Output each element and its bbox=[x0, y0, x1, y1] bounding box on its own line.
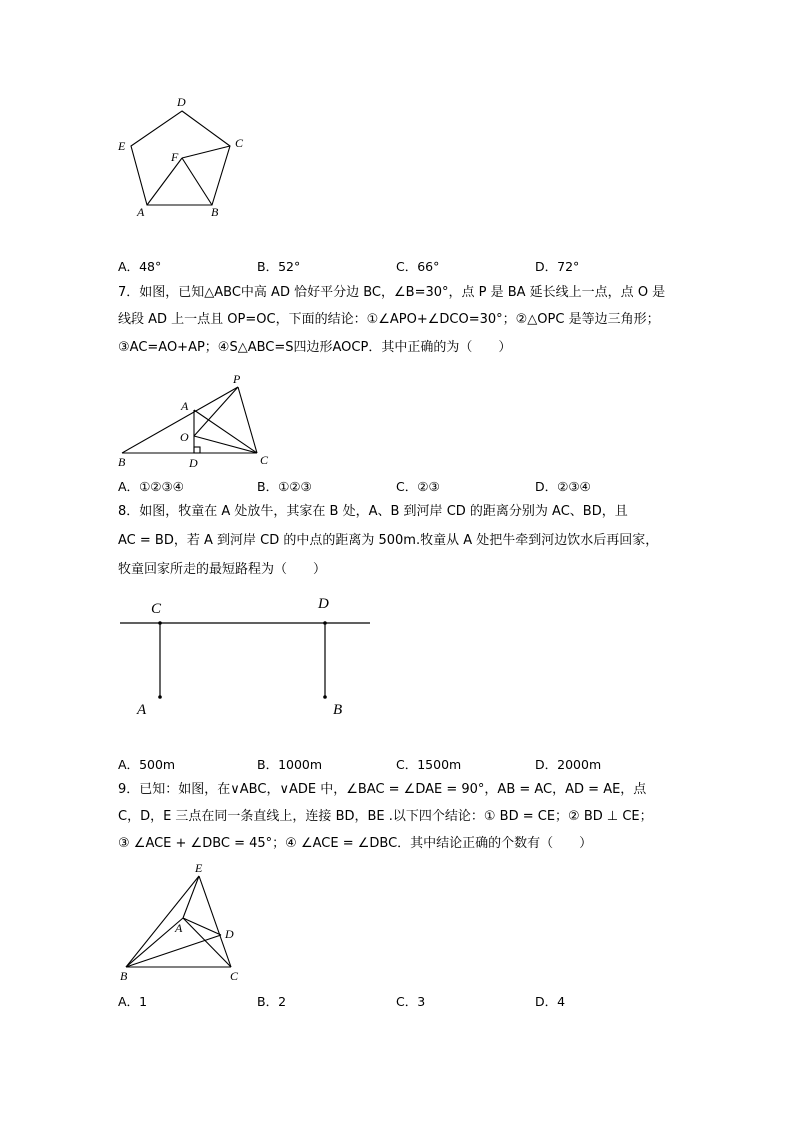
q9-label-e: E bbox=[195, 861, 203, 875]
q7-label-b: B bbox=[118, 455, 126, 469]
q7-label-d: D bbox=[189, 456, 198, 470]
q6-label-f: F bbox=[171, 150, 179, 164]
q6-option-b[interactable]: B．52° bbox=[257, 259, 301, 274]
q6-option-a[interactable]: A．48° bbox=[118, 259, 162, 274]
q9-stem-line1: 9．已知：如图，在∨ABC，∨ADE 中，∠BAC = ∠DAE = 90°，AB = AC，AD = AE，点 bbox=[118, 782, 647, 797]
q7-option-b[interactable]: B．①②③ bbox=[257, 479, 312, 494]
q7-option-a[interactable]: A．①②③④ bbox=[118, 479, 184, 494]
q7-label-a: A bbox=[181, 399, 189, 413]
q7-stem-line1: 7．如图，已知△ABC中高 AD 恰好平分边 BC，∠B=30°，点 P 是 BA 延长线上一点，点 O 是 bbox=[118, 285, 666, 300]
q7-stem-line3: ③AC=AO+AP；④S△ABC=S四边形AOCP．其中正确的为（ ） bbox=[118, 340, 512, 355]
q9-option-c[interactable]: C．3 bbox=[396, 994, 426, 1009]
q9-option-d[interactable]: D．4 bbox=[535, 994, 566, 1009]
q8-stem-line1: 8．如图，牧童在 A 处放牛，其家在 B 处，A、B 到河岸 CD 的距离分别为 AC、BD，且 bbox=[118, 504, 628, 519]
q6-label-e: E bbox=[118, 139, 126, 153]
q8-label-a: A bbox=[137, 702, 147, 718]
q7-option-d[interactable]: D．②③④ bbox=[535, 479, 591, 494]
q6-option-c[interactable]: C．66° bbox=[396, 259, 440, 274]
q9-option-a[interactable]: A．1 bbox=[118, 994, 148, 1009]
q9-label-d: D bbox=[225, 927, 234, 941]
q9-stem-line2: C，D，E 三点在同一条直线上，连接 BD，BE .以下四个结论：① BD = CE；② BD ⊥ CE； bbox=[118, 809, 653, 824]
q7-stem-line2: 线段 AD 上一点且 OP=OC，下面的结论：①∠APO+∠DCO=30°；②△OPC 是等边三角形； bbox=[118, 312, 660, 327]
q9-option-b[interactable]: B．2 bbox=[257, 994, 287, 1009]
q9-label-b: B bbox=[120, 969, 128, 983]
q6-label-a: A bbox=[137, 205, 145, 219]
q8-label-c: C bbox=[151, 601, 162, 617]
q8-label-b: B bbox=[333, 702, 343, 718]
q6-option-d[interactable]: D．72° bbox=[535, 259, 580, 274]
q9-stem-line3: ③ ∠ACE + ∠DBC = 45°；④ ∠ACE = ∠DBC．其中结论正确的个数有（ ） bbox=[118, 836, 593, 851]
q7-label-c: C bbox=[260, 453, 269, 467]
q7-label-p: P bbox=[233, 372, 241, 386]
q8-stem-line3: 牧童回家所走的最短路程为（ ） bbox=[118, 562, 327, 577]
q9-label-a: A bbox=[175, 921, 183, 935]
q6-label-d: D bbox=[177, 95, 186, 109]
q7-label-o: O bbox=[180, 430, 189, 444]
q8-option-d[interactable]: D．2000m bbox=[535, 757, 602, 772]
q7-option-c[interactable]: C．②③ bbox=[396, 479, 440, 494]
q8-stem-line2: AC = BD，若 A 到河岸 CD 的中点的距离为 500m.牧童从 A 处把牛牵到河边饮水后再回家， bbox=[118, 533, 659, 548]
q8-option-b[interactable]: B．1000m bbox=[257, 757, 323, 772]
q8-option-a[interactable]: A．500m bbox=[118, 757, 176, 772]
q8-option-c[interactable]: C．1500m bbox=[396, 757, 462, 772]
q8-label-d: D bbox=[318, 596, 329, 612]
q9-label-c: C bbox=[230, 969, 239, 983]
q6-label-b: B bbox=[211, 205, 219, 219]
q6-label-c: C bbox=[235, 136, 244, 150]
